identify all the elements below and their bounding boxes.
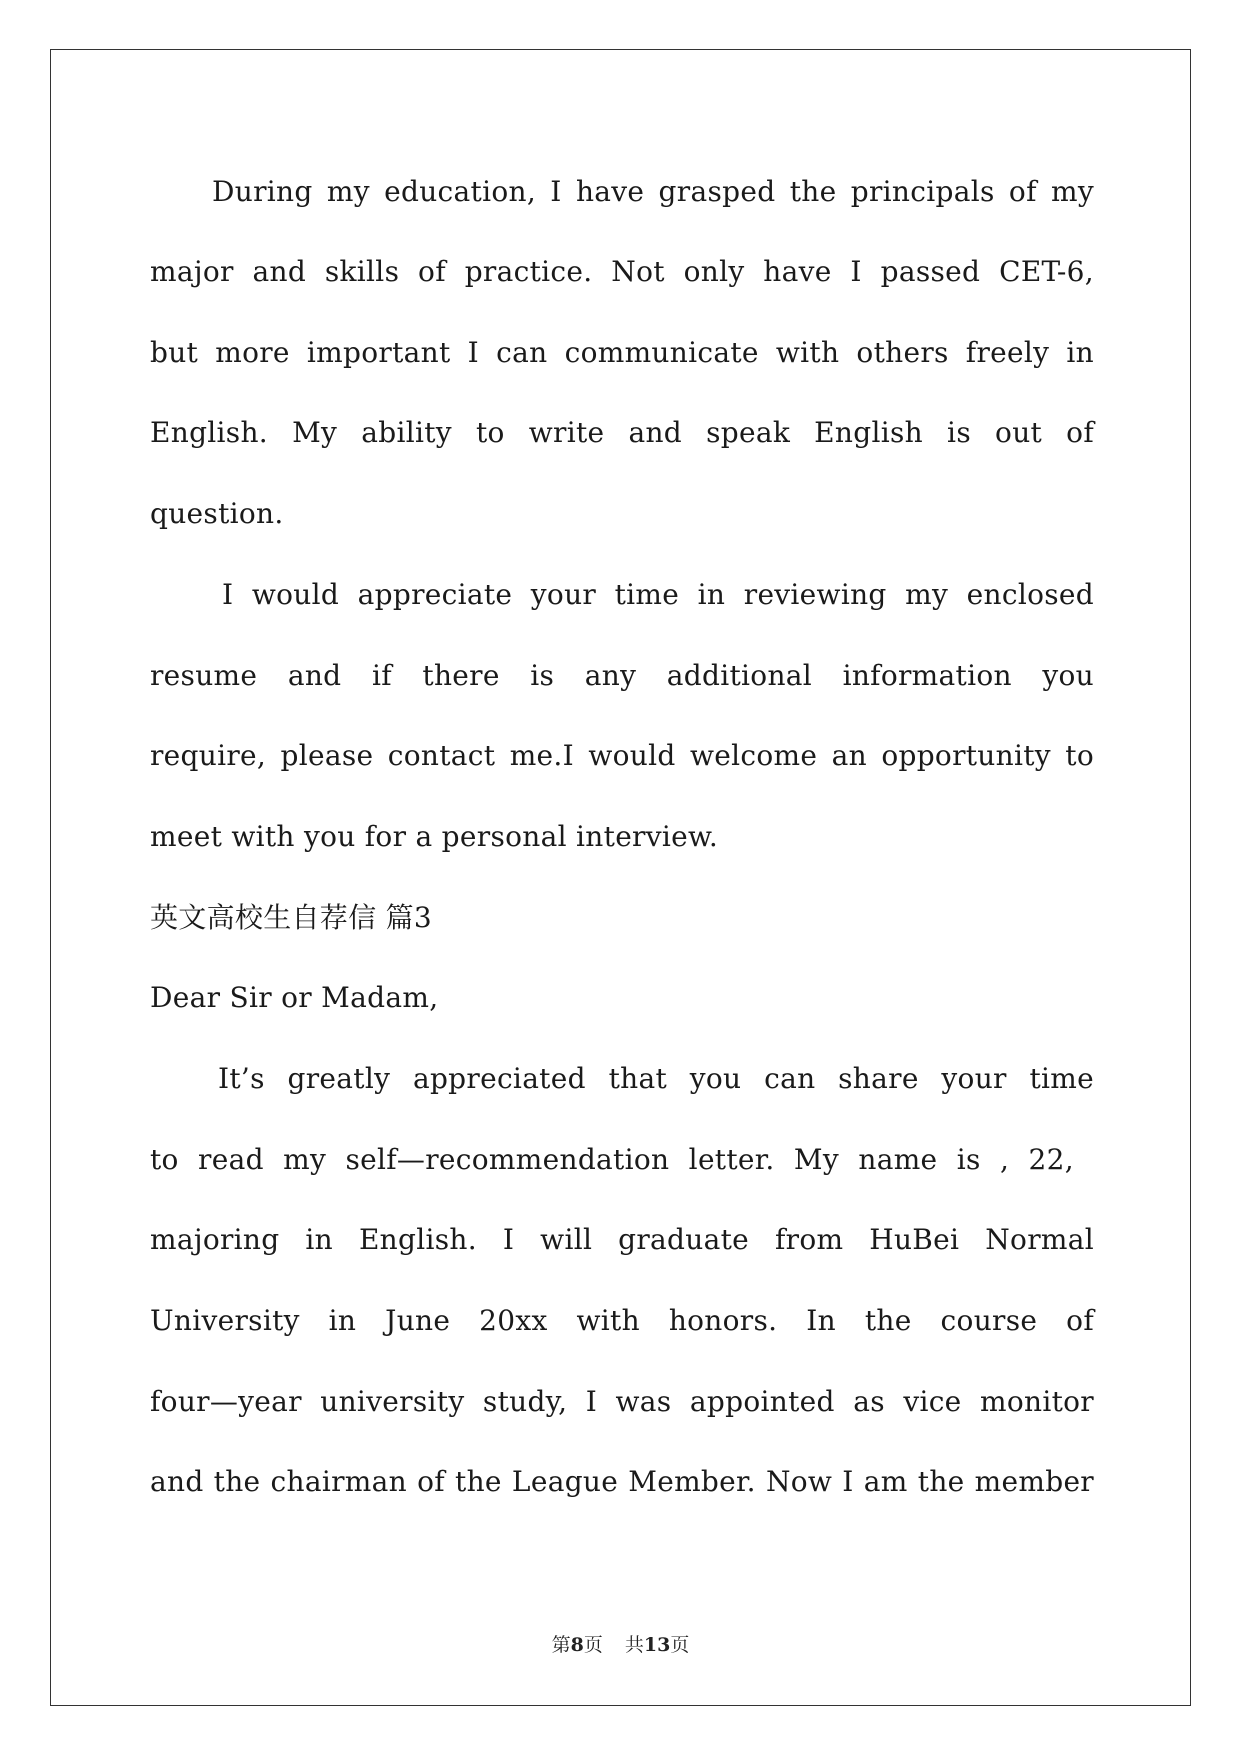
salutation: Dear Sir or Madam, [150, 981, 439, 1014]
paragraph-line: meet with you for a personal interview. [150, 820, 719, 853]
paragraph-line: major and skills of practice. Not only have I passed CET-6, [150, 255, 1094, 288]
footer-page-suffix: 页 [583, 1634, 603, 1656]
page-border [50, 49, 1191, 1706]
paragraph-line: I would appreciate your time in reviewing my enclosed [222, 578, 1094, 611]
section-heading: 英文高校生自荐信 篇3 [150, 901, 433, 934]
paragraph-line: but more important I can communicate with others freely in [150, 336, 1094, 369]
page-footer [0, 1630, 1241, 1657]
paragraph-line: It’s greatly appreciated that you can share your time [218, 1062, 1094, 1095]
paragraph-line: University in June 20xx with honors. In the course of [150, 1304, 1094, 1337]
footer-total-suffix: 页 [670, 1634, 690, 1656]
paragraph-line: majoring in English. I will graduate from HuBei Normal [150, 1223, 1094, 1256]
paragraph-line: require, please contact me.I would welcome an opportunity to [150, 739, 1094, 772]
paragraph-line: During my education, I have grasped the principals of my [212, 175, 1094, 208]
paragraph-line: to read my self—recommendation letter. My name is , 22, [150, 1143, 1074, 1176]
paragraph-line: English. My ability to write and speak English is out of [150, 416, 1094, 449]
paragraph-line: four—year university study, I was appointed as vice monitor [150, 1385, 1094, 1418]
paragraph-line: resume and if there is any additional information you [150, 659, 1094, 692]
footer-page-prefix: 第 [551, 1634, 571, 1656]
footer-total-prefix: 共 [624, 1634, 644, 1656]
paragraph-line: and the chairman of the League Member. Now I am the member [150, 1465, 1094, 1498]
footer-page-number: 8 [570, 1634, 584, 1656]
footer-total-pages: 13 [643, 1634, 671, 1656]
paragraph-line: question. [150, 497, 284, 530]
